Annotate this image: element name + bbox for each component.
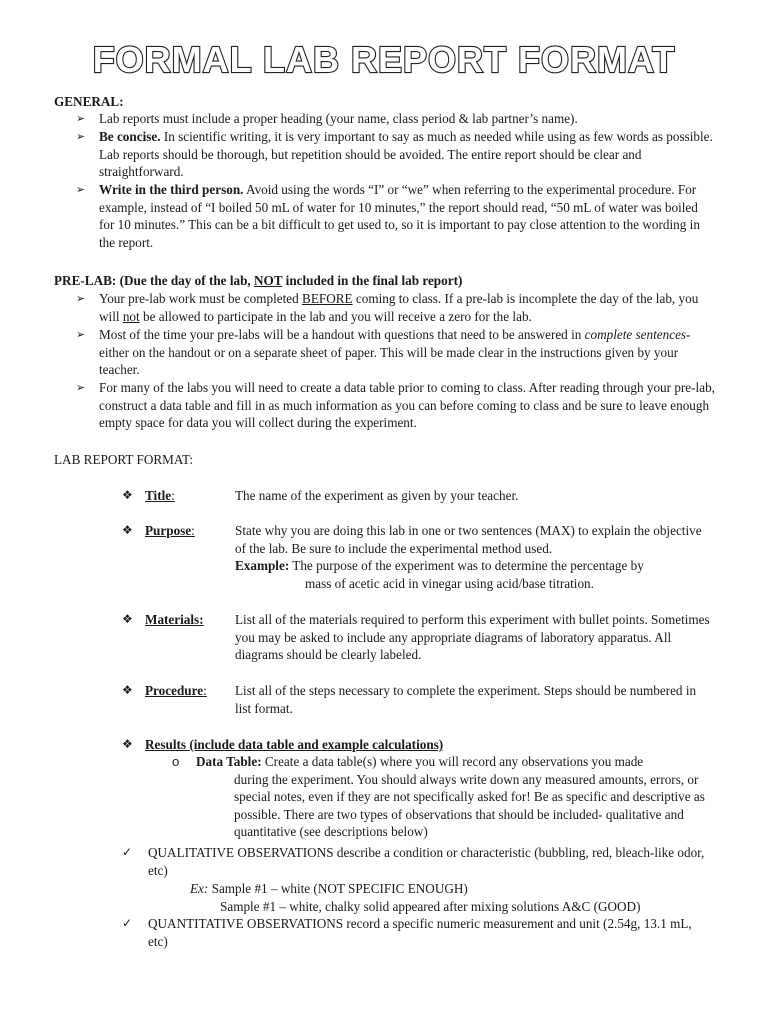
format-purpose-label: Purpose: (145, 523, 195, 538)
format-materials-desc: List all of the materials required to perform this experiment with bullet points. Sometimes you may be asked to include any appropriate diagrams of laboratory apparatus. All diagrams should be clearly labeled. (235, 612, 710, 663)
arrow-bullet-icon: ➢ (76, 328, 86, 341)
general-item-third-person (76, 181, 716, 251)
arrow-bullet-icon: ➢ (76, 381, 86, 394)
diamond-bullet-icon: ❖ (122, 683, 133, 697)
format-procedure-label: Procedure: (145, 683, 207, 698)
diamond-bullet-icon: ❖ (122, 488, 133, 502)
general-item-heading (76, 110, 716, 128)
prelab-item-handout: ➢ Most of the time your pre-labs will be a handout with questions that need to be answered in complete sentences- either on the handout or on a separate sheet of paper. This will be made clear in the instructions given by your teacher. (76, 327, 691, 378)
checkmark-icon: ✓ (122, 845, 133, 859)
prelab-item-data-table: ➢ For many of the labs you will need to create a data table prior to coming to class. After reading through your pre-lab, construct a data table and fill in as much information as you can before coming to class and be sure to leave enough empty space for data you will collect during the experiment. (76, 380, 715, 431)
quantitative-item: ✓ QUANTITATIVE OBSERVATIONS record a specific numeric measurement and unit (2.54g, 13.1 mL, etc) (122, 916, 692, 949)
format-materials-label: Materials: (145, 612, 204, 627)
circle-bullet-icon: o (172, 754, 180, 769)
arrow-bullet-icon: ➢ (76, 112, 86, 125)
format-procedure-desc: List all of the steps necessary to complete the experiment. Steps should be numbered in list format. (235, 683, 697, 716)
general-item-concise (76, 128, 716, 181)
example-line-2: Sample #1 – white, chalky solid appeared after mixing solutions A&C (GOOD) (220, 899, 641, 914)
data-table-label: Data Table: (196, 754, 262, 769)
diamond-bullet-icon: ❖ (122, 612, 133, 626)
format-heading: LAB REPORT FORMAT: (54, 452, 194, 467)
prelab-heading: PRE-LAB: (Due the day of the lab, NOT included in the final lab report) (54, 273, 463, 288)
diamond-bullet-icon: ❖ (122, 737, 133, 751)
example-line-1: Ex: Sample #1 – white (NOT SPECIFIC ENOUGH) (190, 881, 468, 896)
prelab-item-before: ➢ Your pre-lab work must be completed BEFORE coming to class. If a pre-lab is incomplete the day of the lab, you will not be allowed to participate in the lab and you will receive a zero for the lab. (76, 291, 699, 324)
qualitative-item: ✓ QUALITATIVE OBSERVATIONS describe a condition or characteristic (bubbling, red, bleach-like odor, etc) (122, 845, 705, 878)
general-item-text: Avoid using the words “I” or “we” when referring to the experimental procedure. For example, instead of “I boiled 50 mL of water for 10 minutes,” the report should read, “50 mL of water was boiled for 10 minutes.” This can be a bit difficult to get used to, so it is important to pay close attention to the wording in the report. (99, 182, 700, 250)
format-purpose-desc: State why you are doing this lab in one or two sentences (MAX) to explain the objective of the lab. Be sure to include the experimental method used. Example: The purpose of the experiment was to determine the percentage by mass of acetic acid in vinegar using acid/base titration. (235, 523, 702, 591)
arrow-bullet-icon: ➢ (76, 130, 86, 143)
checkmark-icon: ✓ (122, 916, 133, 930)
example-label: Example: (235, 558, 290, 574)
format-results-label: Results (include data table and example calculations) (145, 737, 444, 752)
general-item-lead: Write in the third person. (99, 182, 244, 197)
format-title-label: Title: (145, 488, 175, 503)
general-heading: GENERAL: (54, 94, 124, 109)
diamond-bullet-icon: ❖ (122, 523, 133, 537)
general-item-text: In scientific writing, it is very important to say as much as needed while using as few words as possible. Lab reports should be thorough, but repetition should be avoided. The entire report should be clear and straightforward. (99, 129, 713, 180)
page-title: FORMAL LAB REPORT FORMAT (92, 39, 676, 80)
general-item-lead: Be concise. (99, 129, 161, 144)
format-title-desc: The name of the experiment as given by your teacher. (235, 488, 519, 503)
general-item-text: Lab reports must include a proper heading (your name, class period & lab partner’s name). (99, 111, 578, 126)
data-table-item: o Data Table: Create a data table(s) where you will record any observations you made during the experiment. You should always write down any measured amounts, errors, or special notes, even if they are not specifically asked for! Be as specific and descriptive as possible. There are two types of observations that should be included- qualitative and quantitative (see descriptions below) (172, 754, 705, 840)
arrow-bullet-icon: ➢ (76, 183, 86, 196)
arrow-bullet-icon: ➢ (76, 292, 86, 305)
